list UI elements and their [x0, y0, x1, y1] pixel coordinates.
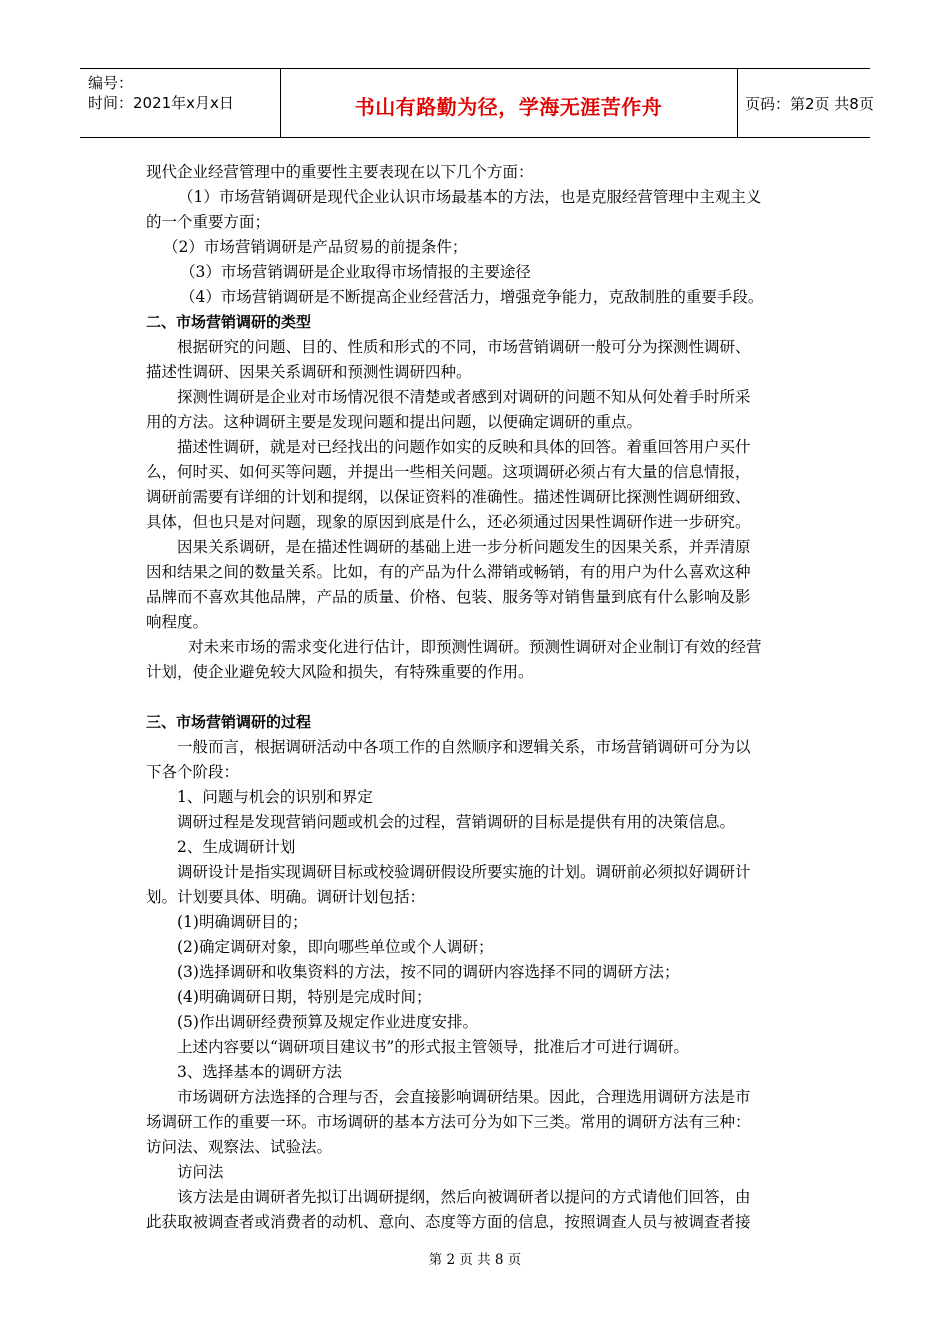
document-number-label: 编号：	[88, 74, 134, 92]
body-line: 计划，使企业避免较大风险和损失，有特殊重要的作用。	[146, 663, 534, 681]
body-line: 一般而言，根据调研活动中各项工作的自然顺序和逻辑关系，市场营销调研可分为以	[177, 738, 751, 756]
body-line: 下各个阶段：	[146, 763, 240, 781]
body-line: 现代企业经营管理中的重要性主要表现在以下几个方面：	[146, 163, 534, 181]
body-line: 调研设计是指实现调研目标或校验调研假设所要实施的计划。调研前必须拟好调研计	[177, 863, 751, 881]
header-motto-cell	[280, 69, 738, 137]
section-heading: 二、市场营销调研的类型	[146, 313, 312, 331]
body-line: 划。计划要具体、明确。调研计划包括：	[146, 888, 426, 906]
list-item: （4）市场营销调研是不断提高企业经营活力，增强竞争能力，克敌制胜的重要手段。	[180, 288, 764, 306]
list-item: （2）市场营销调研是产品贸易的前提条件；	[163, 238, 468, 256]
list-item: (1)明确调研目的；	[177, 913, 308, 931]
body-line: 具体，但也只是对问题，现象的原因到底是什么，还必须通过因果性调研作进一步研究。	[146, 513, 751, 531]
list-item: （1）市场营销调研是现代企业认识市场最基本的方法，也是克服经营管理中主观主义	[178, 188, 762, 206]
header-meta-cell	[80, 69, 281, 137]
header-page-cell	[737, 69, 874, 137]
list-item: (2)确定调研对象，即向哪些单位或个人调研；	[177, 938, 494, 956]
section-heading: 三、市场营销调研的过程	[146, 713, 312, 731]
body-line: 么，何时买、如何买等问题，并提出一些相关问题。这项调研必须占有大量的信息情报，	[146, 463, 751, 481]
body-line: 调研过程是发现营销问题或机会的过程，营销调研的目标是提供有用的决策信息。	[177, 813, 736, 831]
body-line: 此获取被调查者或消费者的动机、意向、态度等方面的信息，按照调查人员与被调查者接	[146, 1213, 751, 1231]
page-footer: 第 2 页 共 8 页	[428, 1252, 522, 1268]
list-item: (5)作出调研经费预算及规定作业进度安排。	[177, 1013, 478, 1031]
list-item: (3)选择调研和收集资料的方法，按不同的调研内容选择不同的调研方法；	[177, 963, 680, 981]
header-table	[80, 68, 874, 138]
body-line: 上述内容要以“调研项目建议书”的形式报主管领导，批准后才可进行调研。	[177, 1038, 689, 1056]
body-line: 因果关系调研，是在描述性调研的基础上进一步分析问题发生的因果关系，并弄清原	[177, 538, 751, 556]
body-line: 对未来市场的需求变化进行估计，即预测性调研。预测性调研对企业制订有效的经营	[188, 638, 762, 656]
body-line: 访问法、观察法、试验法。	[146, 1138, 333, 1156]
list-item: (4)明确调研日期，特别是完成时间；	[177, 988, 432, 1006]
body-line: 场调研工作的重要一环。市场调研的基本方法可分为如下三类。常用的调研方法有三种：	[146, 1113, 751, 1131]
motto-text: 书山有路勤为径，学海无涯苦作舟	[354, 95, 663, 119]
body-line: 因和结果之间的数量关系。比如，有的产品为什么滞销或畅销，有的用户为什么喜欢这种	[146, 563, 751, 581]
body-line: 响程度。	[146, 613, 209, 631]
body-line: 用的方法。这种调研主要是发现问题和提出问题，以便确定调研的重点。	[146, 413, 643, 431]
subheading: 访问法	[177, 1163, 224, 1181]
document-date-label: 时间：2021年x月x日	[88, 94, 234, 112]
list-item: （3）市场营销调研是企业取得市场情报的主要途径	[180, 263, 531, 281]
body-line: 调研前需要有详细的计划和提纲，以保证资料的准确性。描述性调研比探测性调研细致、	[146, 488, 751, 506]
body-line: 品牌而不喜欢其他品牌，产品的质量、价格、包装、服务等对销售量到底有什么影响及影	[146, 588, 751, 606]
subheading: 1、问题与机会的识别和界定	[177, 788, 373, 806]
body-line: 该方法是由调研者先拟订出调研提纲，然后向被调研者以提问的方式请他们回答，由	[177, 1188, 751, 1206]
body-line: 根据研究的问题、目的、性质和形式的不同，市场营销调研一般可分为探测性调研、	[177, 338, 751, 356]
body-line: 描述性调研，就是对已经找出的问题作如实的反映和具体的回答。着重回答用户买什	[177, 438, 751, 456]
subheading: 2、生成调研计划	[177, 838, 296, 856]
body-line: 探测性调研是企业对市场情况很不清楚或者感到对调研的问题不知从何处着手时所采	[177, 388, 751, 406]
body-line: 市场调研方法选择的合理与否，会直接影响调研结果。因此，合理选用调研方法是市	[177, 1088, 751, 1106]
page-number-label: 页码：第2页 共8页	[745, 95, 874, 113]
body-line: 描述性调研、因果关系调研和预测性调研四种。	[146, 363, 472, 381]
subheading: 3、选择基本的调研方法	[177, 1063, 342, 1081]
body-line: 的一个重要方面；	[146, 213, 271, 231]
